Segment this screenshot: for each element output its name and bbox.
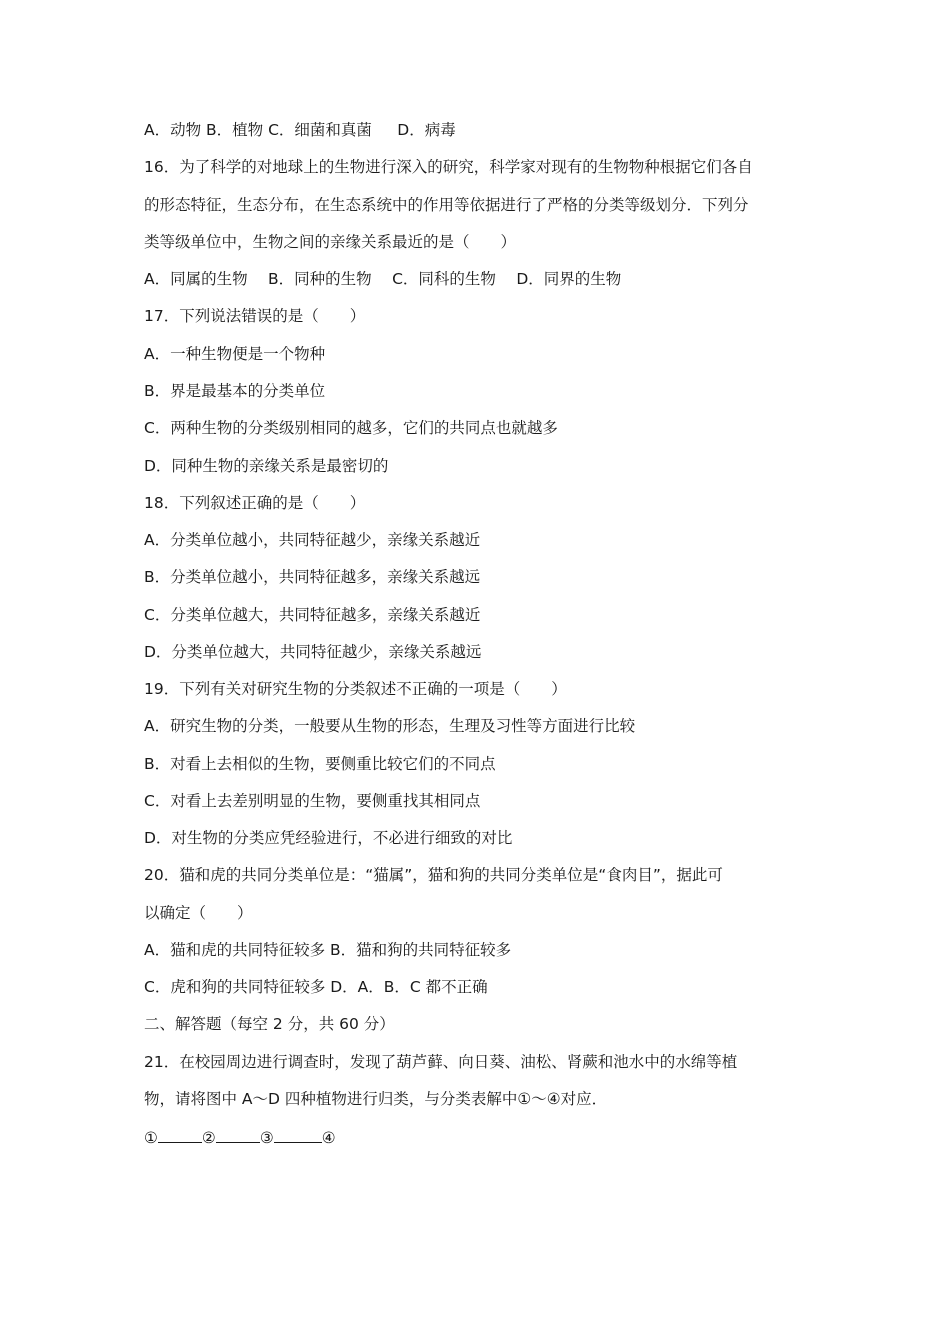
q18-option-d: D．分类单位越大，共同特征越少，亲缘关系越远 bbox=[144, 643, 482, 661]
answer-blank-1[interactable] bbox=[158, 1126, 202, 1143]
q20-stem-line1: 20．猫和虎的共同分类单位是：“猫属”，猫和狗的共同分类单位是“食肉目”，据此可 bbox=[144, 866, 723, 884]
q18-option-b: B．分类单位越小，共同特征越多，亲缘关系越远 bbox=[144, 568, 481, 586]
blank-marker-4: ④ bbox=[321, 1129, 336, 1147]
q19-option-c: C．对看上去差别明显的生物，要侧重找其相同点 bbox=[144, 792, 481, 810]
answer-blank-2[interactable] bbox=[216, 1126, 260, 1143]
q18-stem: 18．下列叙述正确的是（ ） bbox=[144, 494, 366, 512]
q20-options-cd: C．虎和狗的共同特征较多 D．A．B．C 都不正确 bbox=[144, 978, 488, 996]
q17-option-b: B．界是最基本的分类单位 bbox=[144, 382, 326, 400]
q21-stem-line2: 物，请将图中 A～D 四种植物进行归类，与分类表解中①～④对应． bbox=[144, 1090, 608, 1108]
blank-marker-1: ① bbox=[144, 1129, 158, 1147]
q17-option-a: A．一种生物便是一个物种 bbox=[144, 345, 326, 363]
q17-option-d: D．同种生物的亲缘关系是最密切的 bbox=[144, 457, 389, 475]
q16-stem-line3: 类等级单位中，生物之间的亲缘关系最近的是（ ） bbox=[144, 233, 517, 251]
blank-marker-3: ③ bbox=[259, 1129, 274, 1147]
q19-option-a: A．研究生物的分类，一般要从生物的形态，生理及习性等方面进行比较 bbox=[144, 717, 636, 735]
q19-option-d: D．对生物的分类应凭经验进行，不必进行细致的对比 bbox=[144, 829, 513, 847]
q17-stem: 17．下列说法错误的是（ ） bbox=[144, 307, 366, 325]
blank-marker-2: ② bbox=[201, 1129, 216, 1147]
q15-options: A．动物 B．植物 C．细菌和真菌 D．病毒 bbox=[144, 121, 456, 139]
answer-blank-3[interactable] bbox=[274, 1126, 322, 1143]
q18-option-a: A．分类单位越小，共同特征越少，亲缘关系越近 bbox=[144, 531, 481, 549]
q20-options-ab: A．猫和虎的共同特征较多 B．猫和狗的共同特征较多 bbox=[144, 941, 512, 959]
q18-option-c: C．分类单位越大，共同特征越多，亲缘关系越近 bbox=[144, 606, 481, 624]
q21-answer-blanks bbox=[144, 1126, 824, 1148]
q17-option-c: C．两种生物的分类级别相同的越多，它们的共同点也就越多 bbox=[144, 419, 558, 437]
q16-options: A．同属的生物 B．同种的生物 C．同科的生物 D．同界的生物 bbox=[144, 270, 622, 288]
q21-stem-line1: 21．在校园周边进行调查时，发现了葫芦藓、向日葵、油松、肾蕨和池水中的水绵等植 bbox=[144, 1053, 738, 1071]
q16-stem-line1: 16．为了科学的对地球上的生物进行深入的研究，科学家对现有的生物物种根据它们各自 bbox=[144, 158, 753, 176]
q20-stem-line2: 以确定（ ） bbox=[144, 904, 253, 922]
q16-stem-line2: 的形态特征，生态分布，在生态系统中的作用等依据进行了严格的分类等级划分．下列分 bbox=[144, 196, 749, 214]
q19-option-b: B．对看上去相似的生物，要侧重比较它们的不同点 bbox=[144, 755, 496, 773]
q19-stem: 19．下列有关对研究生物的分类叙述不正确的一项是（ ） bbox=[144, 680, 567, 698]
section-heading: 二、解答题（每空 2 分，共 60 分） bbox=[144, 1015, 395, 1033]
